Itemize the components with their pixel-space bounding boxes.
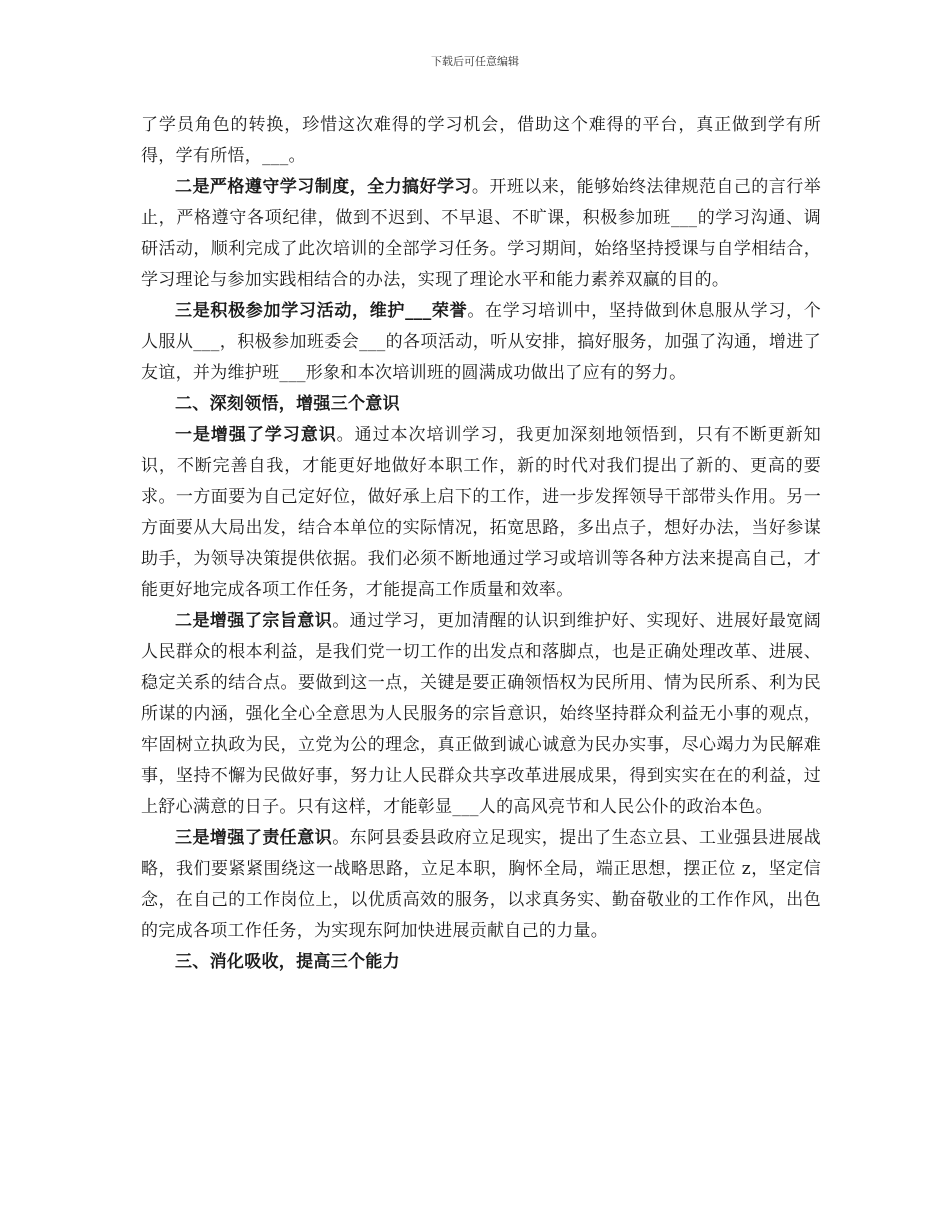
document-body xyxy=(141,110,821,978)
paragraph-lead: 一是增强了学习意识 xyxy=(175,425,337,445)
paragraph-study-rules xyxy=(141,172,821,296)
section-heading-3: 三、消化吸收，提高三个能力 xyxy=(175,952,400,972)
paragraph-lead: 二是严格遵守学习制度，全力搞好学习 xyxy=(175,177,472,197)
paragraph-text: 。通过本次培训学习，我更加深刻地领悟到，只有不断更新知识，不断完善自我，才能更好地做好本职工作，新的时代对我们提出了新的、更高的要求。一方面要为自己定好位，做好承上启下的工作，进一步发挥领导干部带头作用。另一方面要从大局出发，结合本单位的实际情况，拓宽思路，多出点子，想好办法，当好参谋助手，为领导决策提供依据。我们必须不断地通过学习或培训等各种方法来提高自己，才能更好地完成各项工作任务，才能提高工作质量和效率。 xyxy=(141,425,821,600)
paragraph-text: 。东阿县委县政府立足现实，提出了生态立县、工业强县进展战略，我们要紧紧围绕这一战略思路，立足本职，胸怀全局，端正思想，摆正位 z，坚定信念，在自己的工作岗位上，以优质高效的服务，以求真务实、勤奋敬业的工作作风，出色的完成各项工作任务，为实现东阿加快进展贡献自己的力量。 xyxy=(141,828,822,941)
paragraph-text: 。通过学习，更加清醒的认识到维护好、实现好、进展好最宽阔人民群众的根本利益，是我们党一切工作的出发点和落脚点，也是正确处理改革、进展、稳定关系的结合点。要做到这一点，关键是要正确领悟权为民所用、情为民所系、利为民所谋的内涵，强化全心全意思为人民服务的宗旨意识，始终坚持群众利益无小事的观点，牢固树立执政为民，立党为公的理念，真正做到诚心诚意为民办实事，尽心竭力为民解难事，坚持不懈为民做好事，努力让人民群众共享改革进展成果，得到实实在在的利益，过上舒心满意的日子。只有这样，才能彰显___人的高风亮节和人民公仆的政治本色。 xyxy=(141,611,822,817)
section-heading-2: 二、深刻领悟，增强三个意识 xyxy=(175,394,400,414)
paragraph-study-activities xyxy=(141,296,821,389)
paragraph-purpose-awareness xyxy=(141,606,821,823)
paragraph-responsibility-awareness xyxy=(141,823,821,947)
paragraph-text: 。在学习培训中，坚持做到休息服从学习，个人服从___，积极参加班委会___的各项活动，听从安排，搞好服务，加强了沟通，增进了友谊，并为维护班___形象和本次培训班的圆满成功做出了应有的努力。 xyxy=(141,301,821,383)
paragraph-text: 了学员角色的转换，珍惜这次难得的学习机会，借助这个难得的平台，真正做到学有所得，学有所悟，___。 xyxy=(141,115,821,166)
paragraph-lead: 三是积极参加学习活动，维护___荣誉 xyxy=(175,301,468,321)
paragraph-continuation xyxy=(141,110,821,172)
paragraph-learning-awareness xyxy=(141,420,821,606)
paragraph-text: 。开班以来，能够始终法律规范自己的言行举止，严格遵守各项纪律，做到不迟到、不早退、不旷课，积极参加班___的学习沟通、调研活动，顺利完成了此次培训的全部学习任务。学习期间，始络坚持授课与自学相结合，学习理论与参加实践相结合的办法，实现了理论水平和能力素养双赢的目的。 xyxy=(141,177,821,290)
paragraph-lead: 二是增强了宗旨意识 xyxy=(175,611,333,631)
paragraph-lead: 三是增强了责任意识 xyxy=(175,828,333,848)
page-header: 下载后可任意编辑 xyxy=(431,55,519,68)
